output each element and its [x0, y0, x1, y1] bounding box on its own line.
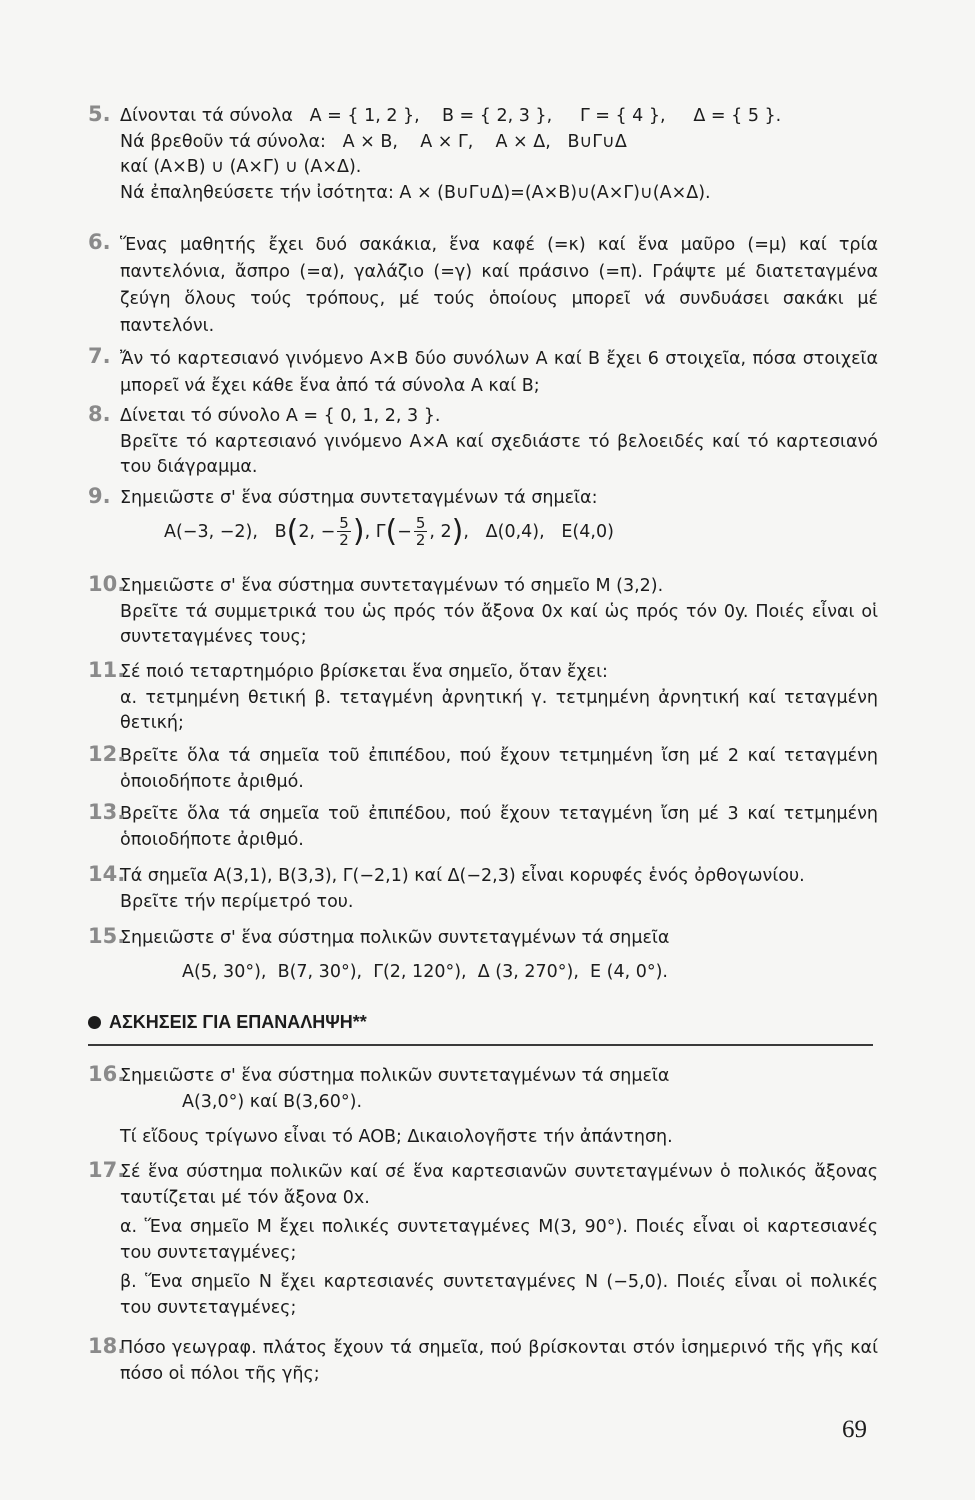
exercise-number: 11. — [88, 658, 126, 682]
exercise-text-line: A(3,0°) καί B(3,60°). — [182, 1091, 363, 1112]
point-d: Δ(0,4), — [485, 521, 545, 542]
exercise-text: Βρεῖτε τό καρτεσιανό γινόμενο A×A καί σχεδιάστε τό βελοειδές καί τό καρτεσιανό του διάγραμμα. — [120, 431, 878, 477]
point-g-label: Γ — [375, 521, 386, 542]
exercise-text: Ἕνας μαθητής ἔχει δυό σακάκια, ἕνα καφέ (=κ) καί ἕνα μαῦρο (=μ) καί τρία παντελόνια, ἄσπρο (=α), γαλάζιο (=γ) καί πράσινο (=π). Γράψτε μέ διατεταγμένα ζεύγη ὅλους τούς τρόπους, μέ τούς ὁποίους μπορεῖ νά συνδυάσει σακάκι μέ παντελόνι. — [120, 235, 878, 336]
exercise-text-line: Σημειῶστε σ' ἕνα σύστημα πολικῶν συντεταγμένων τά σημεῖα — [120, 1066, 670, 1086]
exercise-text-line: Νά βρεθοῦν τά σύνολα: A × B, A × Γ, A × Δ, B∪Γ∪Δ — [120, 131, 627, 152]
exercise-10 — [88, 574, 878, 651]
exercise-number: 16. — [88, 1062, 126, 1086]
exercise-18 — [88, 1336, 878, 1387]
exercise-9 — [88, 486, 878, 552]
exercise-text-line: Σημειῶστε σ' ἕνα σύστημα συντεταγμένων τό σημεῖο M (3,2). — [120, 576, 664, 596]
exercise-text: Βρεῖτε τά συμμετρικά του ὡς πρός τόν ἄξονα 0x καί ὡς πρός τόν 0y. Ποιές εἶναι οἱ συντεταγμένες τους; — [120, 601, 878, 647]
exercise-number: 14. — [88, 862, 126, 886]
exercise-text: Βρεῖτε ὅλα τά σημεῖα τοῦ ἐπιπέδου, πού ἔχουν τεταγμένη ἴση μέ 3 καί τετμημένη ὁποιοδήποτε ἀριθμό. — [120, 804, 878, 850]
exercise-number: 7. — [88, 344, 111, 368]
exercise-16 — [88, 1064, 878, 1151]
exercise-17 — [88, 1160, 878, 1321]
exercise-text: Πόσο γεωγραφ. πλάτος ἔχουν τά σημεῖα, πού βρίσκονται στόν ἰσημερινό τῆς γῆς καί πόσο οἱ πόλοι τῆς γῆς; — [120, 1338, 878, 1384]
exercise-text-line: καί (A×B) ∪ (A×Γ) ∪ (A×Δ). — [120, 157, 362, 177]
exercise-text-line: Σέ ποιό τεταρτημόριο βρίσκεται ἕνα σημεῖο, ὅταν ἔχει: — [120, 662, 608, 682]
exercise-number: 13. — [88, 800, 126, 824]
exercise-number: 9. — [88, 484, 111, 508]
exercise-text-line: Δίνονται τά σύνολα A = { 1, 2 }, B = { 2, 3 }, Γ = { 4 }, Δ = { 5 }. — [120, 106, 782, 126]
exercise-text-line: Νά ἐπαληθεύσετε τήν ἰσότητα: A × (B∪Γ∪Δ)=(A×B)∪(A×Γ)∪(A×Δ). — [120, 182, 711, 203]
exercise-part-a: α. Ἕνα σημεῖο M ἔχει πολικές συντεταγμένες M(3, 90°). Ποιές εἶναι οἱ καρτεσιανές του συντεταγμένες; — [120, 1217, 878, 1263]
exercise-number: 8. — [88, 402, 111, 426]
exercise-text-line: Σημειῶστε σ' ἕνα σύστημα πολικῶν συντεταγμένων τά σημεῖα — [120, 928, 670, 948]
exercise-11 — [88, 660, 878, 737]
exercise-number: 5. — [88, 102, 111, 126]
exercise-text-line: Δίνεται τό σύνολο A = { 0, 1, 2, 3 }. — [120, 406, 441, 426]
exercise-text-line: A(5, 30°), B(7, 30°), Γ(2, 120°), Δ (3, 270°), E (4, 0°). — [182, 961, 668, 982]
exercise-part-b: β. Ἕνα σημεῖο N ἔχει καρτεσιανές συντεταγμένες N (−5,0). Ποιές εἶναι οἱ πολικές του συντεταγμένες; — [120, 1272, 878, 1318]
exercise-7 — [88, 346, 878, 400]
exercise-text: Βρεῖτε ὅλα τά σημεῖα τοῦ ἐπιπέδου, πού ἔχουν τετμημένη ἴση μέ 2 καί τεταγμένη ὁποιοδήποτε ἀριθμό. — [120, 746, 878, 792]
exercise-8 — [88, 404, 878, 481]
fraction: $\frac{5}{2}$ — [415, 514, 426, 549]
exercise-number: 15. — [88, 924, 126, 948]
exercise-text-line: Τά σημεῖα A(3,1), B(3,3), Γ(−2,1) καί Δ(−2,3) εἶναι κορυφές ἑνός ὀρθογωνίου. — [120, 866, 805, 886]
exercise-number: 17. — [88, 1158, 126, 1182]
exercise-text: Σέ ἕνα σύστημα πολικῶν καί σέ ἕνα καρτεσιανῶν συντεταγμένων ὁ πολικός ἄξονας ταυτίζεται μέ τόν ἄξονα 0x. — [120, 1162, 878, 1208]
fraction: $\frac{5}{2}$ — [339, 514, 349, 549]
exercise-5 — [88, 104, 878, 206]
exercise-text-line: Σημειῶστε σ' ἕνα σύστημα συντεταγμένων τά σημεῖα: — [120, 488, 598, 508]
section-title: ΑΣΚΗΣΕΙΣ ΓΙΑ ΕΠΑΝΑΛΗΨΗ** — [109, 1012, 367, 1032]
exercise-text: α. τετμημένη θετική β. τεταγμένη ἀρνητική γ. τετμημένη ἀρνητική καί τεταγμένη θετική; — [120, 687, 878, 733]
point-a: A(−3, −2), — [164, 521, 258, 542]
bullet-icon — [88, 1016, 101, 1029]
exercise-text: Ἄν τό καρτεσιανό γινόμενο A×B δύο συνόλων A καί B ἔχει 6 στοιχεῖα, πόσα στοιχεῖα μπορεῖ νά ἔχει κάθε ἕνα ἀπό τά σύνολα A καί B; — [120, 349, 878, 396]
exercise-text-line: Βρεῖτε τήν περίμετρό του. — [120, 891, 354, 912]
section-divider — [88, 1044, 873, 1046]
exercise-6 — [88, 232, 878, 340]
exercise-number: 12. — [88, 742, 126, 766]
exercise-text-line: Τί εἴδους τρίγωνο εἶναι τό AOB; Δικαιολογῆστε τήν ἀπάντηση. — [120, 1127, 673, 1147]
point-list: A(−3, −2), B(2, − $\frac{5}{2}$ ), Γ(− $\frac{5}{2}$ , 2), Δ(0,4), E(4,0) — [164, 513, 614, 549]
point-b-label: B — [274, 521, 287, 542]
exercise-12 — [88, 744, 878, 795]
exercise-number: 10. — [88, 572, 126, 596]
point-e: E(4,0) — [561, 521, 614, 542]
exercise-number: 6. — [88, 230, 111, 254]
exercise-13 — [88, 802, 878, 853]
point-b-coord: 2, − — [298, 521, 336, 542]
exercise-number: 18. — [88, 1334, 126, 1358]
exercise-14 — [88, 864, 878, 915]
section-heading — [88, 1012, 873, 1033]
exercise-15 — [88, 926, 878, 985]
page-number: 69 — [842, 1416, 867, 1443]
